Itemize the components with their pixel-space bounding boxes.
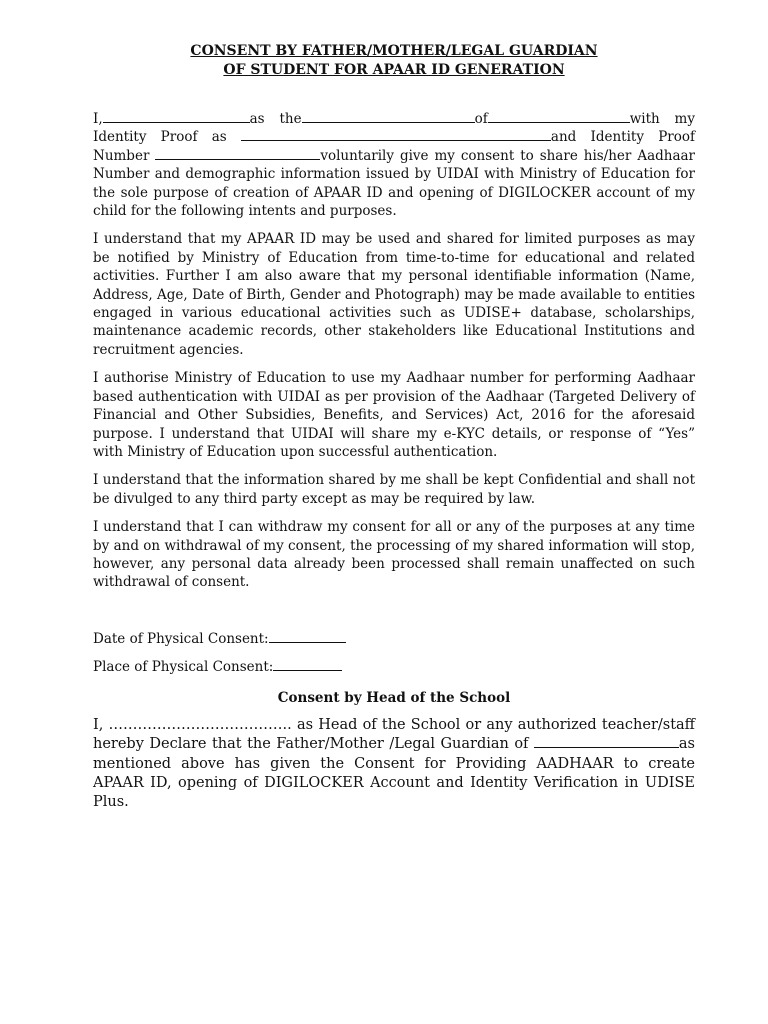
place-of-physical-consent [93, 658, 695, 676]
aadhaar-authorisation-paragraph: I authorise Ministry of Education to use my Aadhaar number for performing Aadhaar based authentication with UIDAI as per provision of the Aadhaar (Targeted Delivery of Financial and Other Subsidies, Benefits, and Services) Act, 2016 for the aforesaid purpose. I understand that UIDAI will share my e-KYC details, or response of “Yes” with Ministry of Education upon successful authentication. [93, 370, 695, 460]
place-of-physical-consent-blank[interactable] [273, 658, 342, 671]
student-name-school-blank[interactable] [534, 735, 679, 748]
apaar-usage-paragraph: I understand that my APAAR ID may be used and shared for limited purposes as may be notified by Ministry of Education from time-to-time for educational and related activities. Further I am also aware that my personal identifiable information (Name, Address, Age, Date of Birth, Gender and Photograph) may be made available to entities engaged in various educational activities such as UDISE+ database, scholarships, maintenance academic records, other stakeholders like Educational Institutions and recruitment agencies. [93, 231, 695, 358]
place-of-physical-consent-label: Place of Physical Consent: [93, 658, 274, 675]
declaration-text-as-the: as the [249, 111, 302, 127]
guardian-name-blank[interactable] [103, 110, 250, 123]
consent-document [93, 42, 695, 813]
withdrawal-paragraph: I understand that I can withdraw my consent for all or any of the purposes at any time by and on withdrawal of my consent, the processing of my shared information will stop, however, any personal data already been processed shall remain unaffected on such withdrawal of consent. [93, 519, 695, 591]
declaration-text-consent: voluntarily give my consent to share his/her Aadhaar Number and demographic information issued by UIDAI with Ministry of Education for the sole purpose of creation of APAAR ID and opening of DIGILOCKER account of my child for the following intents and purposes. [93, 147, 695, 220]
identity-proof-number-blank[interactable] [155, 147, 320, 160]
relationship-blank[interactable] [302, 110, 475, 123]
identity-proof-type-blank[interactable] [241, 128, 551, 141]
date-of-physical-consent-label: Date of Physical Consent: [93, 630, 269, 647]
date-of-physical-consent [93, 630, 695, 648]
document-title-line-1: CONSENT BY FATHER/MOTHER/LEGAL GUARDIAN [190, 43, 598, 59]
declaration-text-identity-number: and Identity Proof Number [93, 129, 695, 164]
document-title-line-2: OF STUDENT FOR APAAR ID GENERATION [223, 62, 565, 78]
confidentiality-paragraph: I understand that the information shared by me shall be kept Confidential and shall not be divulged to any third party except as may be required by law. [93, 472, 695, 507]
school-consent-heading: Consent by Head of the School [277, 689, 511, 706]
date-of-physical-consent-blank[interactable] [269, 630, 346, 643]
student-name-blank[interactable] [488, 110, 630, 123]
declaration-text-i: I, [93, 111, 103, 127]
guardian-declaration-paragraph [93, 110, 695, 220]
declaration-text-of: of [474, 111, 488, 127]
declaration-text-identity-proof: with my Identity Proof as [93, 111, 695, 146]
school-declaration-text-2: as mentioned above has given the Consent for Providing AADHAAR to create APAAR ID, opening of DIGILOCKER Account and Identity Verification in UDISE Plus. [93, 736, 695, 811]
school-declaration-text-1: I, ……………………………….. as Head of the School or any authorized teacher/staff hereby Declare that the Father/Mother /Legal Guardian of [93, 716, 695, 753]
school-declaration-paragraph [93, 716, 695, 813]
